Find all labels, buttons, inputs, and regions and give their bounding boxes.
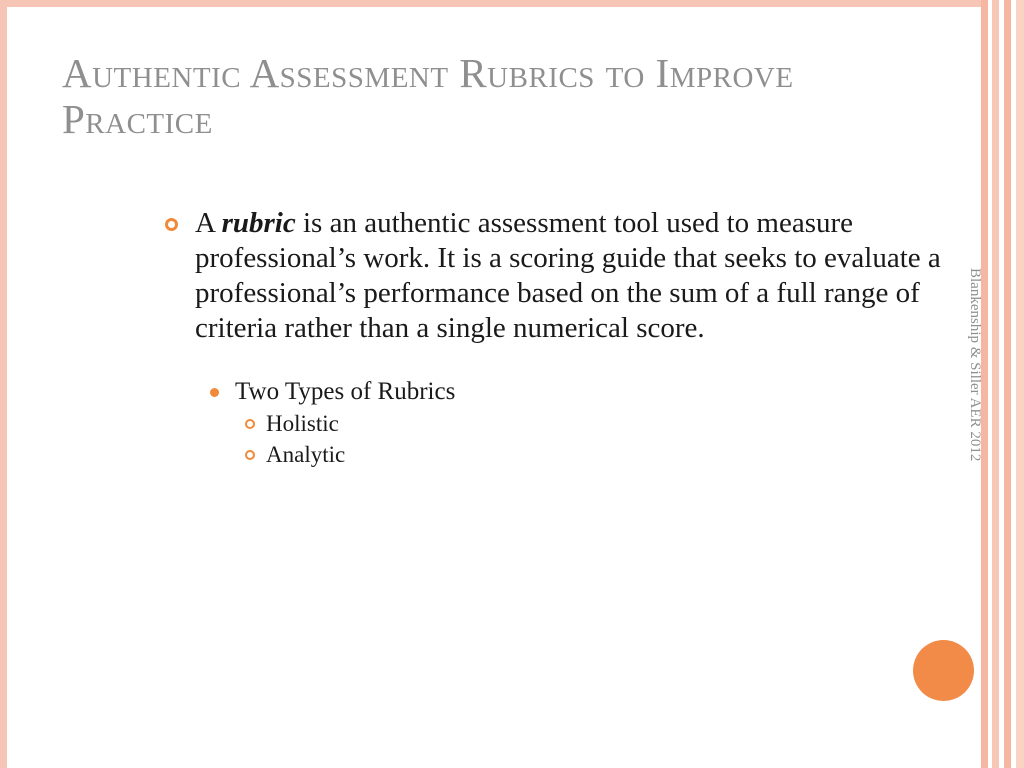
main-bullet-text: is an authentic assessment tool used to measure professional’s work. It is a scoring guide that seeks to evaluate a professional’s performance based on the sum of a full range of criteria rather than a single numerical score. bbox=[195, 207, 941, 344]
sub-bullet bbox=[210, 376, 965, 408]
slide-title: Authentic Assessment Rubrics to Improve Practice bbox=[62, 50, 794, 143]
sub-sub-bullet-analytic bbox=[245, 439, 965, 470]
main-bullet bbox=[165, 206, 965, 346]
orange-ring-bullet-icon bbox=[245, 450, 255, 460]
slide-content bbox=[165, 206, 965, 470]
main-bullet-term: rubric bbox=[221, 207, 296, 239]
orange-ring-bullet-icon bbox=[165, 218, 178, 231]
decorative-stripes bbox=[981, 0, 1024, 768]
stripe bbox=[1016, 0, 1024, 768]
orange-dot-bullet-icon bbox=[210, 388, 219, 397]
stripe bbox=[992, 0, 999, 768]
sub-sub-bullet-label: Holistic bbox=[266, 411, 339, 436]
sub-sub-bullet-label: Analytic bbox=[266, 442, 346, 467]
slide-number-circle bbox=[913, 640, 974, 701]
footer-credit: Blankenship & Siller AER 2012 bbox=[967, 268, 983, 462]
sub-bullet-label: Two Types of Rubrics bbox=[235, 378, 456, 405]
main-bullet-prefix: A bbox=[195, 207, 222, 239]
stripe bbox=[1004, 0, 1011, 768]
orange-ring-bullet-icon bbox=[245, 419, 255, 429]
sub-sub-bullet-holistic bbox=[245, 408, 965, 439]
